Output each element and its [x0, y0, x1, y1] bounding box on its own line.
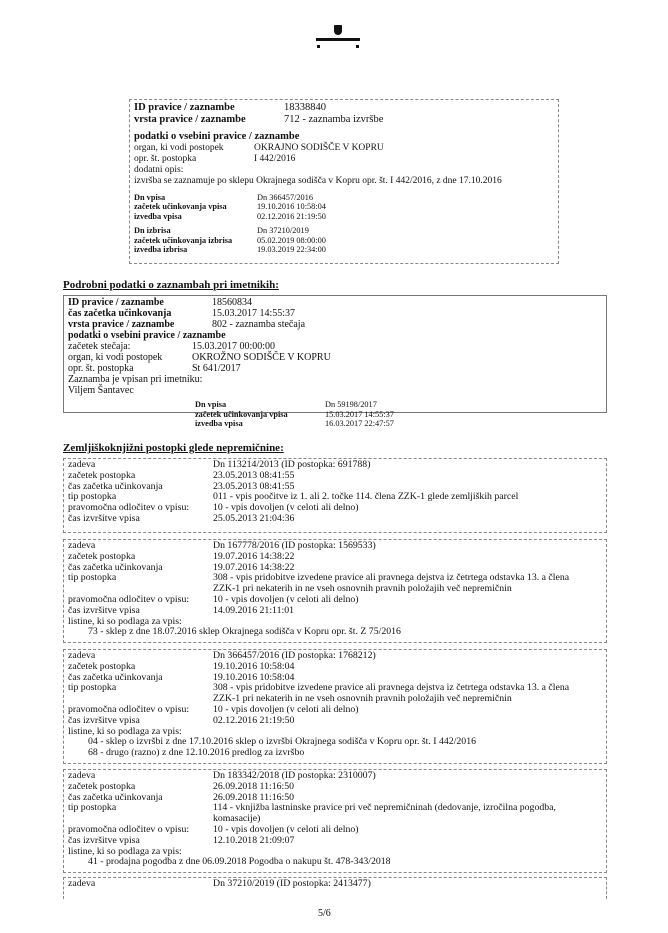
zacetek-value: 23.05.2013 08:41:55 — [213, 469, 295, 481]
type-value: 712 - zaznamba izvršbe — [284, 113, 384, 125]
bankruptcy-label: začetek stečaja: — [68, 341, 131, 352]
zadeva-value: Dn 183342/2018 (ID postopka: 2310007) — [213, 770, 376, 781]
odlocitev-label: pravomočna odločitev o vpisu: — [68, 703, 190, 715]
tip-value: 308 - vpis pridobitve izvedene pravice ali pravnega dejstva iz četrtega odstavka 13. a člena ZZK-1 pri nekaterih in ne vseh osnovnih pravnih položajih več nepremičnin — [213, 682, 570, 705]
izvedba-izbrisa-value: 19.03.2019 22:34:00 — [257, 245, 326, 254]
procedure-row-tip — [64, 573, 606, 595]
odlocitev-value: 10 - vpis dovoljen (v celoti ali delno) — [213, 502, 359, 514]
procedure-row-zadeva — [64, 771, 606, 782]
tip-value: 011 - vpis poočitve iz 1. ali 2. točke 114. člena ZZK-1 glede zemljiških parcel — [213, 491, 519, 503]
procedure-row-zadeva — [64, 651, 606, 662]
tip-label: tip postopka — [68, 572, 117, 584]
procedure-row-tip — [64, 683, 606, 705]
start-label: čas začetka učinkovanja — [68, 308, 172, 319]
holder-name: Viljem Šantavec — [68, 385, 134, 396]
zacetek-izbrisa-label: začetek učinkovanja izbrisa — [134, 235, 233, 245]
type-label: vrsta pravice / zaznambe — [134, 113, 246, 125]
listina-item: 73 - sklep z dne 18.07.2016 sklep Okrajnega sodišča v Kopru opr. št. Z 75/2016 — [88, 626, 401, 638]
procedure-box — [63, 877, 607, 899]
dn-vpisa-label: Dn vpisa — [195, 400, 227, 409]
tip-value: 114 - vknjižba lastninske pravice pri več nepremičninah (dedovanje, izročilna pogodba, komasacije) — [213, 802, 556, 825]
bankruptcy-value: 15.03.2017 00:00:00 — [192, 341, 276, 352]
zacetek-vpisa-label: začetek učinkovanja vpisa — [134, 202, 227, 211]
procedure-row-odlocitev — [64, 503, 606, 514]
organ-value: OKRAJNO SODIŠČE V KOPRU — [254, 142, 384, 153]
tip-label: tip postopka — [68, 802, 117, 814]
ucinkovanje-label: čas začetka učinkovanja — [68, 791, 163, 803]
zacetek-label: začetek postopka — [68, 660, 136, 672]
id-label: ID pravice / zaznambe — [68, 297, 164, 308]
odlocitev-value: 10 - vpis dovoljen (v celoti ali delno) — [213, 703, 359, 715]
zacetek-value: 19.10.2016 10:58:04 — [213, 660, 295, 672]
case-label: opr. št. postopka — [68, 363, 134, 374]
procedure-row-odlocitev — [64, 825, 606, 836]
ucinkovanje-label: čas začetka učinkovanja — [68, 480, 163, 492]
ucinkovanje-value: 19.07.2016 14:38:22 — [213, 561, 295, 573]
izvrsitev-value: 12.10.2018 21:09:07 — [213, 834, 295, 846]
zacetek-label: začetek postopka — [68, 780, 136, 792]
izvedba-vpisa-value: 02.12.2016 21:19:50 — [257, 211, 326, 221]
zacetek-value: 19.07.2016 14:38:22 — [213, 550, 295, 562]
holder-note: Zaznamba je vpisan pri imetniku: — [68, 374, 203, 385]
procedure-box — [63, 769, 607, 873]
organ-value: OKROŽNO SODIŠČE V KOPRU — [192, 352, 331, 363]
id-label: ID pravice / zaznambe — [134, 102, 235, 113]
case-value: I 442/2016 — [254, 153, 296, 164]
izvrsitev-value: 25.05.2013 21:04:36 — [213, 512, 295, 524]
dn-izbrisa-label: Dn izbrisa — [134, 226, 171, 235]
type-value: 802 - zaznamba stečaja — [212, 319, 306, 330]
listine-label: listine, ki so podlaga za vpis: — [68, 845, 182, 857]
ucinkovanje-value: 26.09.2018 11:16:50 — [213, 791, 295, 803]
extra-label: dodatni opis: — [134, 164, 184, 175]
zadeva-label: zadeva — [68, 878, 96, 889]
procedure-row-izvrsitev — [64, 836, 606, 847]
ucinkovanje-value: 19.10.2016 10:58:04 — [213, 671, 295, 683]
listine-label: listine, ki so podlaga za vpis: — [68, 615, 182, 627]
dn-vpisa-label: Dn vpisa — [134, 192, 166, 202]
procedure-row-zacetek — [64, 471, 606, 482]
zadeva-value: Dn 37210/2019 (ID postopka: 2413477) — [213, 878, 371, 889]
listina-item: 41 - prodajna pogodba z dne 06.09.2018 Pogodba o nakupu št. 478-343/2018 — [88, 856, 391, 868]
izvrsitev-label: čas izvršitve vpisa — [68, 714, 140, 726]
procedure-row-zacetek — [64, 782, 606, 793]
procedure-row-zadeva — [64, 460, 606, 471]
izvrsitev-label: čas izvršitve vpisa — [68, 512, 140, 524]
procedures-heading: Zemljiškoknjižni postopki glede nepremičnine: — [63, 442, 284, 454]
izvrsitev-value: 14.09.2016 21:11:01 — [213, 604, 295, 616]
listina-item: 04 - sklep o izvršbi z dne 17.10.2016 sklep o izvršbi Okrajnega sodišča v Kopru opr. št. I 442/2016 — [88, 736, 477, 748]
procedure-row-izvrsitev — [64, 716, 606, 727]
holders-heading: Podrobni podatki o zaznambah pri imetnikih: — [63, 279, 279, 291]
zacetek-izbrisa-value: 05.02.2019 08:00:00 — [257, 235, 326, 245]
id-value: 18338840 — [284, 102, 326, 113]
case-value: St 641/2017 — [192, 363, 241, 374]
odlocitev-label: pravomočna odločitev o vpisu: — [68, 593, 190, 605]
ucinkovanje-value: 23.05.2013 08:41:55 — [213, 480, 295, 492]
dn-izbrisa-value: Dn 37210/2019 — [257, 226, 309, 235]
court-emblem-icon — [316, 25, 360, 49]
content-heading: podatki o vsebini pravice / zaznambe — [134, 131, 300, 142]
dn-vpisa-value: Dn 366457/2016 — [257, 192, 314, 202]
izvedba-vpisa-label: izvedba vpisa — [134, 211, 182, 221]
zacetek-label: začetek postopka — [68, 469, 136, 481]
procedure-row-zacetek — [64, 552, 606, 563]
entry-box — [129, 99, 559, 264]
tip-label: tip postopka — [68, 682, 117, 694]
zadeva-value: Dn 366457/2016 (ID postopka: 1768212) — [213, 650, 376, 661]
id-value: 18560834 — [212, 297, 252, 308]
tip-label: tip postopka — [68, 491, 117, 503]
izvrsitev-label: čas izvršitve vpisa — [68, 834, 140, 846]
ucinkovanje-label: čas začetka učinkovanja — [68, 671, 163, 683]
zacetek-vpisa-value: 19.10.2016 10:58:04 — [257, 202, 326, 211]
listine-label: listine, ki so podlaga za vpis: — [68, 725, 182, 737]
extra-value: izvršba se zaznamuje po sklepu Okrajnega sodišča v Kopru opr. št. I 442/2016, z dne 17.10.2016 — [134, 175, 502, 186]
listina-item: 68 - drugo (razno) z dne 12.10.2016 predlog za izvršbo — [88, 747, 305, 759]
procedure-row-zadeva — [64, 541, 606, 552]
zadeva-label: zadeva — [68, 650, 96, 661]
page-number: 5/6 — [318, 908, 331, 919]
type-label: vrsta pravice / zaznambe — [68, 319, 175, 330]
zacetek-vpisa-label: začetek učinkovanja vpisa — [195, 409, 288, 419]
procedure-row-zacetek — [64, 662, 606, 673]
odlocitev-value: 10 - vpis dovoljen (v celoti ali delno) — [213, 593, 359, 605]
organ-label: organ, ki vodi postopek — [134, 142, 224, 153]
tip-value: 308 - vpis pridobitve izvedene pravice ali pravnega dejstva iz četrtega odstavka 13. a člena ZZK-1 pri nekaterih in ne vseh osnovnih pravnih položajih več nepremičnin — [213, 572, 570, 595]
organ-label: organ, ki vodi postopek — [68, 352, 163, 363]
holders-box — [63, 295, 607, 428]
start-value: 15.03.2017 14:55:37 — [212, 308, 296, 319]
content-heading: podatki o vsebini pravice / zaznambe — [68, 330, 226, 341]
case-label: opr. št. postopka — [134, 153, 197, 164]
zadeva-value: Dn 167778/2016 (ID postopka: 1569533) — [213, 540, 376, 551]
procedure-row-tip — [64, 803, 606, 825]
procedure-box — [63, 649, 607, 764]
izvedba-vpisa-label: izvedba vpisa — [195, 419, 243, 428]
zadeva-label: zadeva — [68, 770, 96, 781]
zadeva-value: Dn 113214/2013 (ID postopka: 691788) — [213, 459, 371, 470]
procedure-row-zadeva — [64, 879, 606, 890]
izvrsitev-label: čas izvršitve vpisa — [68, 604, 140, 616]
zadeva-label: zadeva — [68, 540, 96, 551]
zacetek-vpisa-value: 15.03.2017 14:55:37 — [325, 409, 394, 419]
zadeva-label: zadeva — [68, 459, 96, 470]
odlocitev-label: pravomočna odločitev o vpisu: — [68, 823, 190, 835]
procedure-box — [63, 458, 607, 533]
procedure-box — [63, 539, 607, 643]
procedure-row-odlocitev — [64, 705, 606, 716]
izvrsitev-value: 02.12.2016 21:19:50 — [213, 714, 295, 726]
procedure-row-izvrsitev — [64, 606, 606, 617]
izvedba-vpisa-value: 16.03.2017 22:47:57 — [325, 419, 394, 428]
odlocitev-value: 10 - vpis dovoljen (v celoti ali delno) — [213, 823, 359, 835]
dn-vpisa-value: Dn 59198/2017 — [325, 400, 377, 409]
zacetek-value: 26.09.2018 11:16:50 — [213, 780, 295, 792]
odlocitev-label: pravomočna odločitev o vpisu: — [68, 502, 190, 514]
procedure-row-izvrsitev — [64, 514, 606, 525]
ucinkovanje-label: čas začetka učinkovanja — [68, 561, 163, 573]
zacetek-label: začetek postopka — [68, 550, 136, 562]
izvedba-izbrisa-label: izvedba izbrisa — [134, 245, 188, 254]
procedure-row-odlocitev — [64, 595, 606, 606]
